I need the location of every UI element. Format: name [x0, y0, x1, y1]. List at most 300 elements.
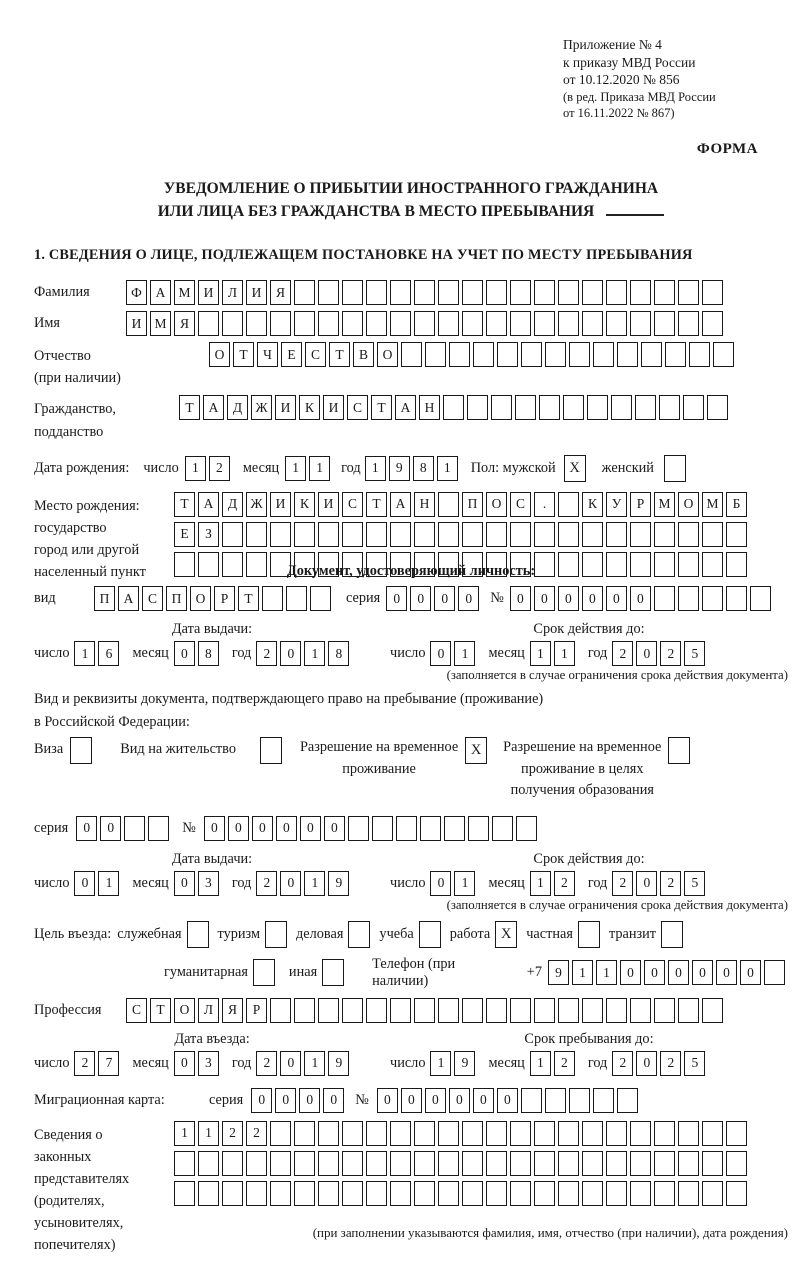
- char-cell[interactable]: [569, 342, 590, 367]
- char-cell[interactable]: 0: [497, 1088, 518, 1113]
- char-cell[interactable]: [582, 522, 603, 547]
- char-cell[interactable]: 0: [401, 1088, 422, 1113]
- char-cell[interactable]: [414, 1181, 435, 1206]
- char-cell[interactable]: [491, 395, 512, 420]
- char-cell[interactable]: И: [323, 395, 344, 420]
- temp-residence-edu-checkbox[interactable]: [668, 737, 690, 764]
- char-cell[interactable]: 1: [437, 456, 458, 481]
- char-cell[interactable]: [198, 1181, 219, 1206]
- char-cell[interactable]: [702, 998, 723, 1023]
- char-cell[interactable]: К: [299, 395, 320, 420]
- char-cell[interactable]: [342, 311, 363, 336]
- char-cell[interactable]: [587, 395, 608, 420]
- char-cell[interactable]: [510, 1181, 531, 1206]
- char-cell[interactable]: П: [462, 492, 483, 517]
- char-cell[interactable]: [510, 311, 531, 336]
- char-cell[interactable]: [678, 311, 699, 336]
- char-cell[interactable]: [270, 1121, 291, 1146]
- char-cell[interactable]: [366, 522, 387, 547]
- char-cell[interactable]: [702, 552, 723, 577]
- char-cell[interactable]: 0: [323, 1088, 344, 1113]
- char-cell[interactable]: [318, 522, 339, 547]
- char-cell[interactable]: [582, 552, 603, 577]
- char-cell[interactable]: 0: [692, 960, 713, 985]
- char-cell[interactable]: [606, 311, 627, 336]
- char-cell[interactable]: [510, 1121, 531, 1146]
- char-cell[interactable]: [366, 280, 387, 305]
- char-cell[interactable]: [390, 998, 411, 1023]
- char-cell[interactable]: Д: [222, 492, 243, 517]
- char-cell[interactable]: [270, 522, 291, 547]
- char-cell[interactable]: Т: [233, 342, 254, 367]
- char-cell[interactable]: 8: [413, 456, 434, 481]
- char-cell[interactable]: [342, 1121, 363, 1146]
- char-cell[interactable]: [462, 1181, 483, 1206]
- sex-female-checkbox[interactable]: [664, 455, 686, 482]
- char-cell[interactable]: [654, 1181, 675, 1206]
- char-cell[interactable]: [124, 816, 145, 841]
- char-cell[interactable]: 9: [328, 1051, 349, 1076]
- char-cell[interactable]: [366, 1121, 387, 1146]
- char-cell[interactable]: Т: [174, 492, 195, 517]
- char-cell[interactable]: 9: [548, 960, 569, 985]
- char-cell[interactable]: 2: [256, 641, 277, 666]
- char-cell[interactable]: [545, 342, 566, 367]
- char-cell[interactable]: Н: [419, 395, 440, 420]
- char-cell[interactable]: 0: [534, 586, 555, 611]
- char-cell[interactable]: 0: [76, 816, 97, 841]
- char-cell[interactable]: 1: [530, 871, 551, 896]
- char-cell[interactable]: И: [198, 280, 219, 305]
- char-cell[interactable]: [611, 395, 632, 420]
- char-cell[interactable]: [516, 816, 537, 841]
- char-cell[interactable]: 1: [198, 1121, 219, 1146]
- purpose-work-checkbox[interactable]: X: [495, 921, 517, 948]
- char-cell[interactable]: [606, 998, 627, 1023]
- char-cell[interactable]: [414, 1121, 435, 1146]
- char-cell[interactable]: К: [294, 492, 315, 517]
- char-cell[interactable]: [294, 998, 315, 1023]
- char-cell[interactable]: 0: [620, 960, 641, 985]
- char-cell[interactable]: П: [166, 586, 187, 611]
- purpose-humanitarian-checkbox[interactable]: [253, 959, 275, 986]
- char-cell[interactable]: [462, 311, 483, 336]
- char-cell[interactable]: 0: [644, 960, 665, 985]
- char-cell[interactable]: [390, 1181, 411, 1206]
- char-cell[interactable]: 2: [660, 871, 681, 896]
- char-cell[interactable]: Р: [214, 586, 235, 611]
- char-cell[interactable]: [702, 311, 723, 336]
- char-cell[interactable]: 0: [636, 641, 657, 666]
- char-cell[interactable]: М: [174, 280, 195, 305]
- char-cell[interactable]: 1: [572, 960, 593, 985]
- char-cell[interactable]: [683, 395, 704, 420]
- char-cell[interactable]: [222, 1181, 243, 1206]
- visa-checkbox[interactable]: [70, 737, 92, 764]
- char-cell[interactable]: [246, 311, 267, 336]
- char-cell[interactable]: 1: [554, 641, 575, 666]
- char-cell[interactable]: [558, 522, 579, 547]
- char-cell[interactable]: [425, 342, 446, 367]
- char-cell[interactable]: 2: [554, 1051, 575, 1076]
- char-cell[interactable]: [510, 280, 531, 305]
- char-cell[interactable]: [467, 395, 488, 420]
- char-cell[interactable]: [270, 998, 291, 1023]
- char-cell[interactable]: [654, 311, 675, 336]
- char-cell[interactable]: [262, 586, 283, 611]
- char-cell[interactable]: [702, 1151, 723, 1176]
- char-cell[interactable]: [678, 1121, 699, 1146]
- char-cell[interactable]: [534, 1121, 555, 1146]
- purpose-official-checkbox[interactable]: [187, 921, 209, 948]
- char-cell[interactable]: Е: [174, 522, 195, 547]
- char-cell[interactable]: [713, 342, 734, 367]
- char-cell[interactable]: [318, 1151, 339, 1176]
- char-cell[interactable]: [222, 522, 243, 547]
- char-cell[interactable]: [294, 1181, 315, 1206]
- char-cell[interactable]: М: [702, 492, 723, 517]
- char-cell[interactable]: [593, 1088, 614, 1113]
- char-cell[interactable]: Ф: [126, 280, 147, 305]
- char-cell[interactable]: [521, 1088, 542, 1113]
- char-cell[interactable]: [462, 1151, 483, 1176]
- char-cell[interactable]: 0: [300, 816, 321, 841]
- char-cell[interactable]: [366, 311, 387, 336]
- char-cell[interactable]: [606, 1151, 627, 1176]
- char-cell[interactable]: [582, 1121, 603, 1146]
- char-cell[interactable]: А: [118, 586, 139, 611]
- char-cell[interactable]: С: [347, 395, 368, 420]
- char-cell[interactable]: 0: [434, 586, 455, 611]
- char-cell[interactable]: [414, 311, 435, 336]
- char-cell[interactable]: 5: [684, 641, 705, 666]
- char-cell[interactable]: К: [582, 492, 603, 517]
- char-cell[interactable]: [270, 311, 291, 336]
- char-cell[interactable]: О: [486, 492, 507, 517]
- char-cell[interactable]: [414, 522, 435, 547]
- char-cell[interactable]: [582, 1151, 603, 1176]
- char-cell[interactable]: [198, 552, 219, 577]
- char-cell[interactable]: [654, 1121, 675, 1146]
- char-cell[interactable]: [414, 280, 435, 305]
- char-cell[interactable]: 1: [530, 1051, 551, 1076]
- char-cell[interactable]: И: [246, 280, 267, 305]
- char-cell[interactable]: [222, 311, 243, 336]
- char-cell[interactable]: 0: [276, 816, 297, 841]
- char-cell[interactable]: 2: [660, 641, 681, 666]
- char-cell[interactable]: [569, 1088, 590, 1113]
- char-cell[interactable]: [558, 492, 579, 517]
- char-cell[interactable]: 1: [74, 641, 95, 666]
- char-cell[interactable]: [654, 998, 675, 1023]
- char-cell[interactable]: [318, 1121, 339, 1146]
- char-cell[interactable]: [630, 552, 651, 577]
- char-cell[interactable]: [438, 280, 459, 305]
- char-cell[interactable]: 1: [596, 960, 617, 985]
- char-cell[interactable]: 0: [324, 816, 345, 841]
- char-cell[interactable]: [486, 522, 507, 547]
- char-cell[interactable]: [246, 522, 267, 547]
- char-cell[interactable]: [198, 311, 219, 336]
- char-cell[interactable]: [630, 998, 651, 1023]
- purpose-tourism-checkbox[interactable]: [265, 921, 287, 948]
- char-cell[interactable]: [420, 816, 441, 841]
- char-cell[interactable]: Д: [227, 395, 248, 420]
- char-cell[interactable]: [678, 280, 699, 305]
- char-cell[interactable]: И: [270, 492, 291, 517]
- char-cell[interactable]: 2: [256, 871, 277, 896]
- char-cell[interactable]: [539, 395, 560, 420]
- char-cell[interactable]: 1: [285, 456, 306, 481]
- char-cell[interactable]: Ч: [257, 342, 278, 367]
- char-cell[interactable]: [342, 280, 363, 305]
- char-cell[interactable]: [534, 998, 555, 1023]
- char-cell[interactable]: [707, 395, 728, 420]
- char-cell[interactable]: [654, 1151, 675, 1176]
- char-cell[interactable]: 0: [174, 1051, 195, 1076]
- char-cell[interactable]: 0: [280, 641, 301, 666]
- char-cell[interactable]: 3: [198, 1051, 219, 1076]
- char-cell[interactable]: [294, 311, 315, 336]
- char-cell[interactable]: [438, 492, 459, 517]
- char-cell[interactable]: [366, 998, 387, 1023]
- char-cell[interactable]: 7: [98, 1051, 119, 1076]
- char-cell[interactable]: С: [342, 492, 363, 517]
- char-cell[interactable]: [678, 998, 699, 1023]
- char-cell[interactable]: [486, 1181, 507, 1206]
- char-cell[interactable]: 8: [198, 641, 219, 666]
- char-cell[interactable]: И: [318, 492, 339, 517]
- purpose-private-checkbox[interactable]: [578, 921, 600, 948]
- char-cell[interactable]: 0: [449, 1088, 470, 1113]
- char-cell[interactable]: [246, 552, 267, 577]
- char-cell[interactable]: [174, 1181, 195, 1206]
- sex-male-checkbox[interactable]: X: [564, 455, 586, 482]
- char-cell[interactable]: [534, 522, 555, 547]
- char-cell[interactable]: Л: [222, 280, 243, 305]
- char-cell[interactable]: М: [150, 311, 171, 336]
- char-cell[interactable]: О: [209, 342, 230, 367]
- char-cell[interactable]: 0: [251, 1088, 272, 1113]
- char-cell[interactable]: [558, 998, 579, 1023]
- char-cell[interactable]: [286, 586, 307, 611]
- char-cell[interactable]: [702, 586, 723, 611]
- char-cell[interactable]: 2: [246, 1121, 267, 1146]
- char-cell[interactable]: Я: [174, 311, 195, 336]
- char-cell[interactable]: Н: [414, 492, 435, 517]
- char-cell[interactable]: 1: [304, 641, 325, 666]
- char-cell[interactable]: М: [654, 492, 675, 517]
- char-cell[interactable]: Т: [179, 395, 200, 420]
- char-cell[interactable]: 1: [309, 456, 330, 481]
- char-cell[interactable]: [593, 342, 614, 367]
- char-cell[interactable]: П: [94, 586, 115, 611]
- char-cell[interactable]: [246, 1151, 267, 1176]
- char-cell[interactable]: Л: [198, 998, 219, 1023]
- char-cell[interactable]: 0: [275, 1088, 296, 1113]
- char-cell[interactable]: 0: [174, 641, 195, 666]
- char-cell[interactable]: 2: [660, 1051, 681, 1076]
- char-cell[interactable]: [318, 998, 339, 1023]
- char-cell[interactable]: С: [510, 492, 531, 517]
- char-cell[interactable]: [473, 342, 494, 367]
- char-cell[interactable]: [486, 311, 507, 336]
- char-cell[interactable]: [310, 586, 331, 611]
- char-cell[interactable]: 5: [684, 1051, 705, 1076]
- char-cell[interactable]: З: [198, 522, 219, 547]
- char-cell[interactable]: 1: [304, 1051, 325, 1076]
- char-cell[interactable]: 0: [100, 816, 121, 841]
- char-cell[interactable]: Т: [238, 586, 259, 611]
- char-cell[interactable]: 2: [256, 1051, 277, 1076]
- char-cell[interactable]: [582, 280, 603, 305]
- char-cell[interactable]: [414, 998, 435, 1023]
- char-cell[interactable]: [558, 1181, 579, 1206]
- char-cell[interactable]: 9: [328, 871, 349, 896]
- char-cell[interactable]: [726, 586, 747, 611]
- char-cell[interactable]: [486, 1121, 507, 1146]
- char-cell[interactable]: [689, 342, 710, 367]
- char-cell[interactable]: [617, 342, 638, 367]
- char-cell[interactable]: [462, 1121, 483, 1146]
- char-cell[interactable]: [390, 1121, 411, 1146]
- char-cell[interactable]: [534, 1151, 555, 1176]
- char-cell[interactable]: [438, 1181, 459, 1206]
- char-cell[interactable]: [246, 1181, 267, 1206]
- char-cell[interactable]: [222, 1151, 243, 1176]
- char-cell[interactable]: [750, 586, 771, 611]
- char-cell[interactable]: [342, 998, 363, 1023]
- char-cell[interactable]: [654, 522, 675, 547]
- char-cell[interactable]: Ж: [251, 395, 272, 420]
- char-cell[interactable]: [678, 522, 699, 547]
- char-cell[interactable]: 0: [630, 586, 651, 611]
- char-cell[interactable]: [294, 522, 315, 547]
- char-cell[interactable]: [726, 552, 747, 577]
- char-cell[interactable]: [617, 1088, 638, 1113]
- char-cell[interactable]: [665, 342, 686, 367]
- char-cell[interactable]: [486, 280, 507, 305]
- char-cell[interactable]: [534, 280, 555, 305]
- char-cell[interactable]: [654, 280, 675, 305]
- char-cell[interactable]: [702, 522, 723, 547]
- char-cell[interactable]: А: [395, 395, 416, 420]
- char-cell[interactable]: 0: [582, 586, 603, 611]
- char-cell[interactable]: 0: [668, 960, 689, 985]
- char-cell[interactable]: [342, 1151, 363, 1176]
- char-cell[interactable]: [654, 552, 675, 577]
- char-cell[interactable]: Т: [366, 492, 387, 517]
- char-cell[interactable]: [702, 280, 723, 305]
- char-cell[interactable]: [486, 998, 507, 1023]
- char-cell[interactable]: 1: [304, 871, 325, 896]
- char-cell[interactable]: [635, 395, 656, 420]
- char-cell[interactable]: [486, 1151, 507, 1176]
- char-cell[interactable]: [678, 586, 699, 611]
- char-cell[interactable]: [148, 816, 169, 841]
- char-cell[interactable]: [318, 1181, 339, 1206]
- char-cell[interactable]: О: [678, 492, 699, 517]
- char-cell[interactable]: [582, 1181, 603, 1206]
- char-cell[interactable]: [702, 1121, 723, 1146]
- temp-residence-checkbox[interactable]: X: [465, 737, 487, 764]
- char-cell[interactable]: [630, 522, 651, 547]
- char-cell[interactable]: [468, 816, 489, 841]
- char-cell[interactable]: 1: [185, 456, 206, 481]
- char-cell[interactable]: [606, 522, 627, 547]
- char-cell[interactable]: [198, 1151, 219, 1176]
- char-cell[interactable]: 0: [606, 586, 627, 611]
- char-cell[interactable]: О: [190, 586, 211, 611]
- char-cell[interactable]: [342, 522, 363, 547]
- char-cell[interactable]: [630, 311, 651, 336]
- char-cell[interactable]: [606, 280, 627, 305]
- char-cell[interactable]: [438, 1151, 459, 1176]
- char-cell[interactable]: О: [377, 342, 398, 367]
- char-cell[interactable]: 0: [473, 1088, 494, 1113]
- char-cell[interactable]: Б: [726, 492, 747, 517]
- char-cell[interactable]: [270, 1181, 291, 1206]
- char-cell[interactable]: [534, 1181, 555, 1206]
- char-cell[interactable]: 0: [74, 871, 95, 896]
- char-cell[interactable]: [443, 395, 464, 420]
- char-cell[interactable]: [396, 816, 417, 841]
- char-cell[interactable]: [174, 552, 195, 577]
- char-cell[interactable]: [630, 1181, 651, 1206]
- char-cell[interactable]: И: [275, 395, 296, 420]
- char-cell[interactable]: 0: [204, 816, 225, 841]
- char-cell[interactable]: [497, 342, 518, 367]
- char-cell[interactable]: [462, 998, 483, 1023]
- char-cell[interactable]: 0: [228, 816, 249, 841]
- char-cell[interactable]: [401, 342, 422, 367]
- residence-permit-checkbox[interactable]: [260, 737, 282, 764]
- char-cell[interactable]: [563, 395, 584, 420]
- char-cell[interactable]: [390, 522, 411, 547]
- char-cell[interactable]: 2: [209, 456, 230, 481]
- char-cell[interactable]: [606, 1121, 627, 1146]
- char-cell[interactable]: Е: [281, 342, 302, 367]
- char-cell[interactable]: 1: [174, 1121, 195, 1146]
- char-cell[interactable]: 0: [425, 1088, 446, 1113]
- char-cell[interactable]: Т: [371, 395, 392, 420]
- char-cell[interactable]: 2: [222, 1121, 243, 1146]
- char-cell[interactable]: [270, 1151, 291, 1176]
- char-cell[interactable]: С: [305, 342, 326, 367]
- char-cell[interactable]: 1: [454, 871, 475, 896]
- char-cell[interactable]: [510, 522, 531, 547]
- char-cell[interactable]: Т: [329, 342, 350, 367]
- char-cell[interactable]: [678, 1181, 699, 1206]
- char-cell[interactable]: И: [126, 311, 147, 336]
- char-cell[interactable]: [366, 1151, 387, 1176]
- char-cell[interactable]: У: [606, 492, 627, 517]
- char-cell[interactable]: 0: [716, 960, 737, 985]
- char-cell[interactable]: 1: [530, 641, 551, 666]
- char-cell[interactable]: [521, 342, 542, 367]
- char-cell[interactable]: [222, 552, 243, 577]
- char-cell[interactable]: [545, 1088, 566, 1113]
- char-cell[interactable]: [390, 311, 411, 336]
- char-cell[interactable]: [449, 342, 470, 367]
- char-cell[interactable]: [764, 960, 785, 985]
- char-cell[interactable]: 1: [430, 1051, 451, 1076]
- char-cell[interactable]: 9: [454, 1051, 475, 1076]
- char-cell[interactable]: 0: [410, 586, 431, 611]
- char-cell[interactable]: 0: [174, 871, 195, 896]
- char-cell[interactable]: 0: [430, 871, 451, 896]
- char-cell[interactable]: [366, 1181, 387, 1206]
